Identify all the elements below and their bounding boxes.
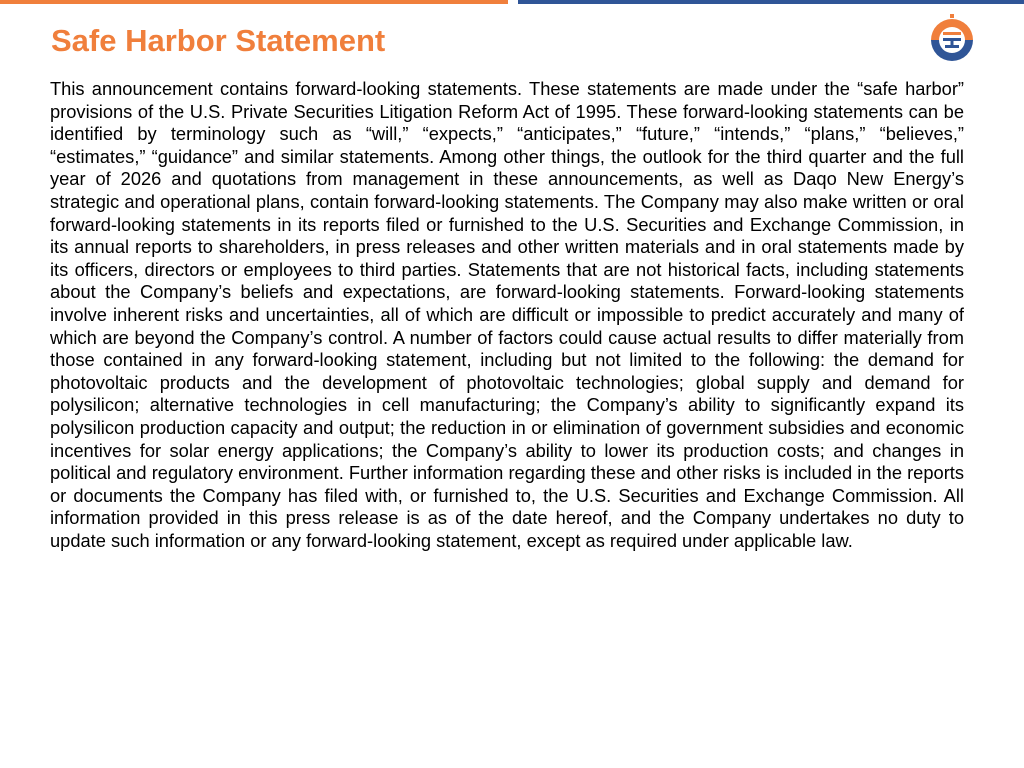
top-accent-bar-blue <box>518 0 1024 4</box>
safe-harbor-paragraph: This announcement contains forward-looking statements. These statements are made under the “safe harbor” provisions of the U.S. Private Securities Litigation Reform Act of 1995. These forward-looking statements can be identified by terminology such as “will,” “expects,” “anticipates,” “future,” “intends,” “plans,” “believes,” “estimates,” “guidance” and similar statements. Among other things, the outlook for the third quarter and the full year of 2026 and quotations from management in these announcements, as well as Daqo New Energy’s strategic and operational plans, contain forward-looking statements. The Company may also make written or oral forward-looking statements in its reports filed or furnished to the U.S. Securities and Exchange Commission, in its annual reports to shareholders, in press releases and other written materials and in oral statements made by its officers, directors or employees to third parties. Statements that are not historical facts, including statements about the Company’s beliefs and expectations, are forward-looking statements. Forward-looking statements involve inherent risks and uncertainties, all of which are difficult or impossible to predict accurately and many of which are beyond the Company’s control. A number of factors could cause actual results to differ materially from those contained in any forward-looking statement, including but not limited to the following: the demand for photovoltaic products and the development of photovoltaic technologies; global supply and demand for polysilicon; alternative technologies in cell manufacturing; the Company’s ability to significantly expand its polysilicon production capacity and output; the reduction in or elimination of government subsidies and economic incentives for solar energy applications; the Company’s ability to lower its production costs; and changes in political and regulatory environment. Further information regarding these and other risks is included in the reports or documents the Company has filed with, or furnished to, the U.S. Securities and Exchange Commission. All information provided in this press release is as of the date hereof, and the Company undertakes no duty to update such information or any forward-looking statement, except as required under applicable law. <box>50 78 964 551</box>
top-accent-bar-orange <box>0 0 508 4</box>
slide-title: Safe Harbor Statement <box>51 23 386 58</box>
daqo-logo-icon <box>929 14 975 62</box>
